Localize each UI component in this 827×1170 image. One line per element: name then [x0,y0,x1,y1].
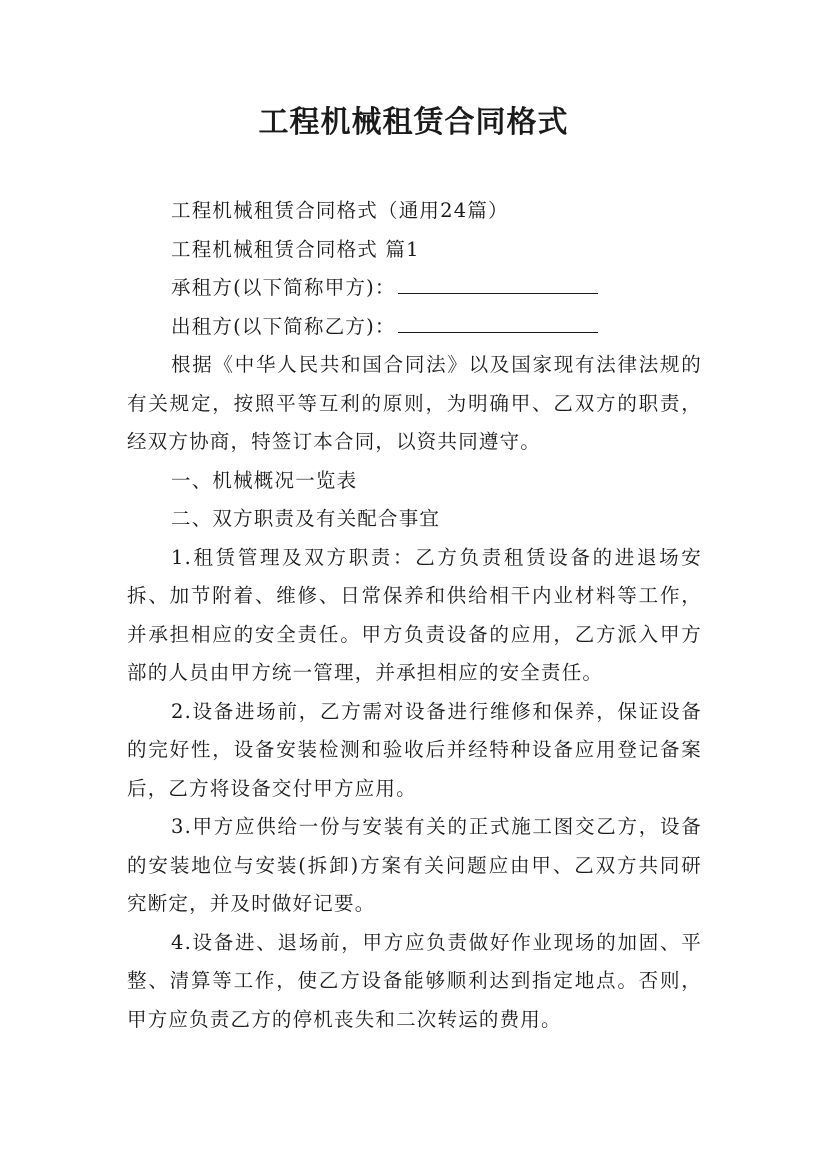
document-subtitle: 工程机械租赁合同格式（通用24篇） [171,199,509,222]
section-heading: 工程机械租赁合同格式 篇1 [171,237,420,261]
heading-responsibilities: 二、双方职责及有关配合事宜 [171,507,441,530]
preamble-paragraph: 根据《中华人民共和国合同法》以及国家现有法律法规的有关规定，按照平等互利的原则，为明确甲、乙双方的职责，经双方协商，特签订本合同，以资共同遵守。 [127,353,702,453]
lessee-field-row [127,269,702,308]
document-title: 工程机械租赁合同格式 [258,105,569,140]
clause-3-paragraph: 3.甲方应供给一份与安装有关的正式施工图交乙方，设备的安装地位与安装(拆卸)方案有关问题应由甲、乙双方共同研究断定，并及时做好记要。 [127,815,702,915]
heading-machinery-overview: 一、机械概况一览表 [171,468,358,492]
document-body [127,192,702,1039]
clause-1-paragraph: 1.租赁管理及双方职责：乙方负责租赁设备的进退场安拆、加节附着、维修、日常保养和供给相干内业材料等工作，并承担相应的安全责任。甲方负责设备的应用，乙方派入甲方部的人员由甲方统一管理，并承担相应的安全责任。 [127,545,702,684]
clause-4-paragraph: 4.设备进、退场前，甲方应负责做好作业现场的加固、平整、清算等工作，使乙方设备能够顺利达到指定地点。否则，甲方应负责乙方的停机丧失和二次转运的费用。 [127,930,702,1031]
lessor-blank-line [398,312,598,333]
lessee-blank-line [398,273,598,294]
lessor-label: 出租方(以下简称乙方)： [171,314,396,338]
lessee-label: 承租方(以下简称甲方)： [171,276,396,299]
lessor-field-row [127,308,702,347]
clause-2-paragraph: 2.设备进场前，乙方需对设备进行维修和保养，保证设备的完好性，设备安装检测和验收后并经特种设备应用登记备案后，乙方将设备交付甲方应用。 [127,699,702,800]
